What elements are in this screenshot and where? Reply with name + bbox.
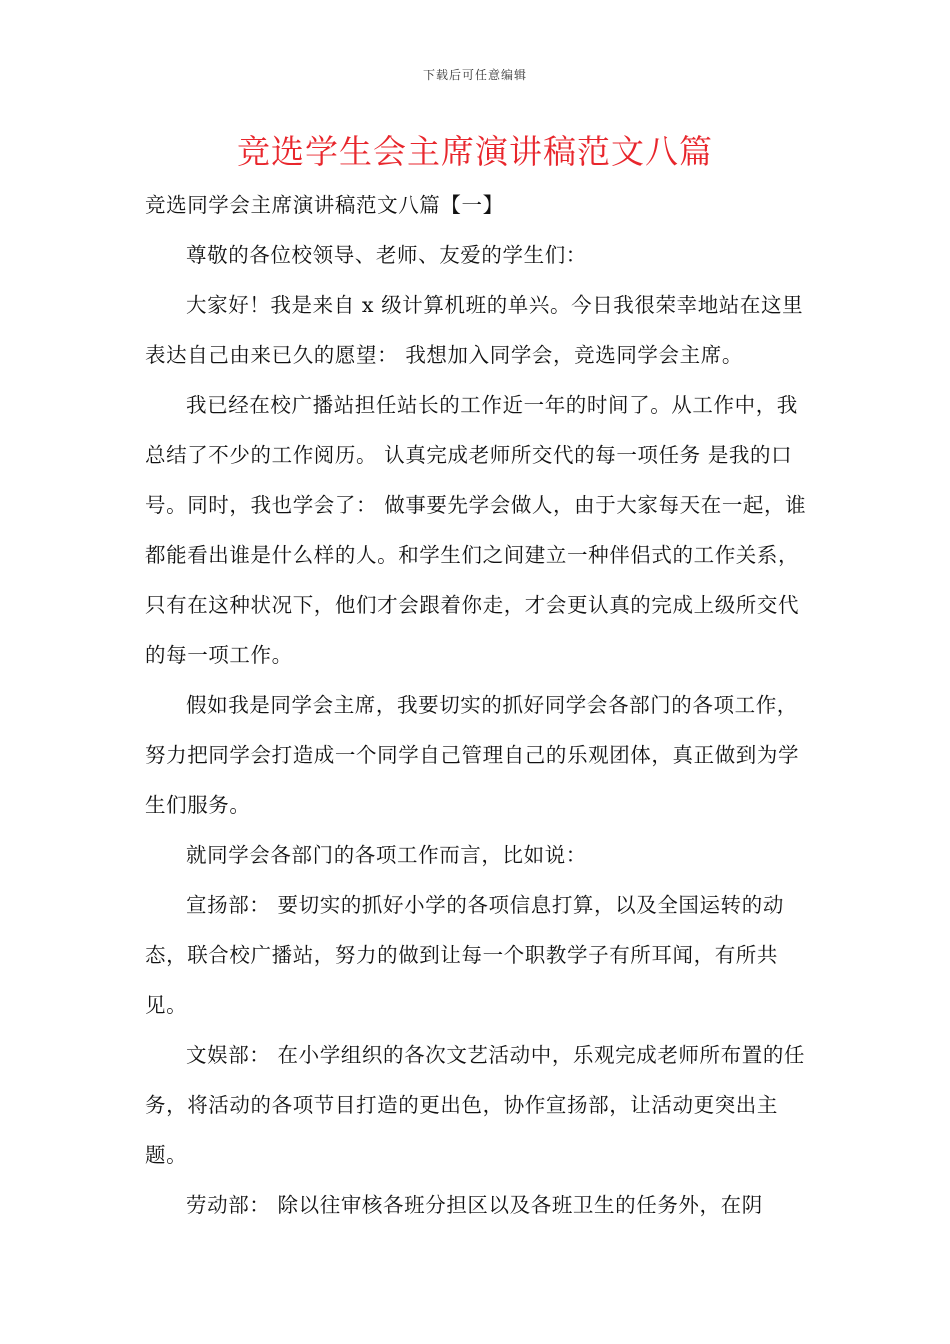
paragraph-plan: 假如我是同学会主席，我要切实的抓好同学会各部门的各项工作，努力把同学会打造成一个同学自己管理自己的乐观团体，真正做到为学生们服务。 [145,693,800,817]
paragraph-entertainment: 文娱部： 在小学组织的各次文艺活动中，乐观完成老师所布置的任务，将活动的各项节目打造的更出色，协作宣扬部，让活动更突出主题。 [145,1043,806,1167]
paragraph-experience: 我已经在校广播站担任站长的工作近一年的时间了。从工作中，我总结了不少的工作阅历。 认真完成老师所交代的每一项任务 是我的口号。同时，我也学会了： 做事要先学会做人，由于大家每天在一起，谁都能看出谁是什么样的人。和学生们之间建立一种伴侣式的工作关系，只有在这种状况下，他们才会跟着你走，才会更认真的完成上级所交代的每一项工作。 [145,393,807,667]
paragraph-departments: 就同学会各部门的各项工作而言，比如说： [186,843,587,867]
paragraph-publicity: 宣扬部： 要切实的抓好小学的各项信息打算，以及全国运转的动态，联合校广播站，努力的做到让每一个职教学子有所耳闻，有所共见。 [145,893,784,1017]
document-title: 竞选学生会主席演讲稿范文八篇 [237,132,713,171]
paragraph-greeting: 尊敬的各位校领导、老师、友爱的学生们： [186,243,587,267]
header-note: 下载后可任意编辑 [422,68,527,82]
document-body [145,180,810,1230]
section-heading: 竞选同学会主席演讲稿范文八篇【一】 [145,193,504,217]
paragraph-labor: 劳动部： 除以往审核各班分担区以及各班卫生的任务外，在阴 [186,1193,763,1217]
paragraph-intro: 大家好！我是来自 x 级计算机班的单兴。今日我很荣幸地站在这里表达自己由来已久的愿望： 我想加入同学会，竞选同学会主席。 [145,293,804,367]
